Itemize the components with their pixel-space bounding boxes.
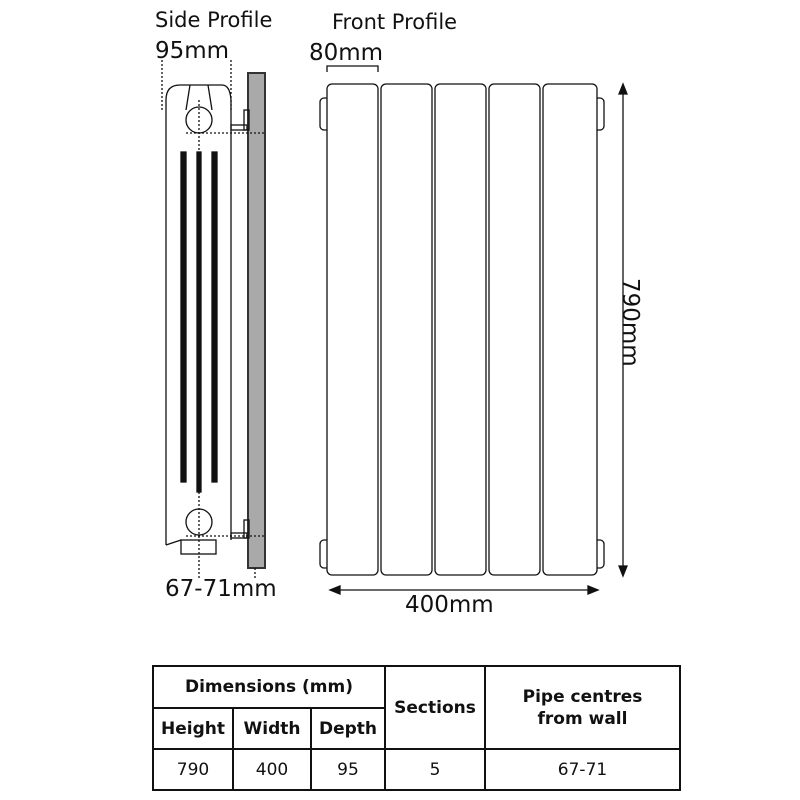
section-3 [435, 84, 486, 575]
pipe-centres-header: Pipe centres from wall [485, 666, 680, 749]
section-4 [489, 84, 540, 575]
depth-value: 95 [311, 749, 385, 790]
width-label: 400mm [405, 592, 494, 618]
dimensions-table [152, 665, 681, 791]
side-profile-title: Side Profile [155, 8, 273, 32]
sections-value: 5 [385, 749, 485, 790]
width-header: Width [233, 708, 311, 749]
depth-header: Depth [311, 708, 385, 749]
width-value: 400 [233, 749, 311, 790]
front-profile-drawing [320, 66, 627, 594]
fin [181, 152, 186, 482]
height-header: Height [153, 708, 233, 749]
section-1 [327, 84, 378, 575]
wall-plate [248, 73, 265, 568]
fin [212, 152, 217, 482]
depth-label: 95mm [155, 38, 230, 64]
front-profile-title: Front Profile [332, 10, 458, 34]
section-width-label: 80mm [309, 40, 384, 66]
section-2 [381, 84, 432, 575]
dimensions-header: Dimensions (mm) [153, 666, 385, 708]
table-row [153, 749, 680, 790]
height-value: 790 [153, 749, 233, 790]
side-profile-drawing [162, 60, 265, 578]
pipe-centres-label: 67-71mm [165, 576, 277, 602]
section-width-bracket [327, 66, 378, 72]
pipe-centres-value: 67-71 [485, 749, 680, 790]
sections-header: Sections [385, 666, 485, 749]
section-5 [543, 84, 597, 575]
height-label: 790mm [617, 278, 643, 367]
